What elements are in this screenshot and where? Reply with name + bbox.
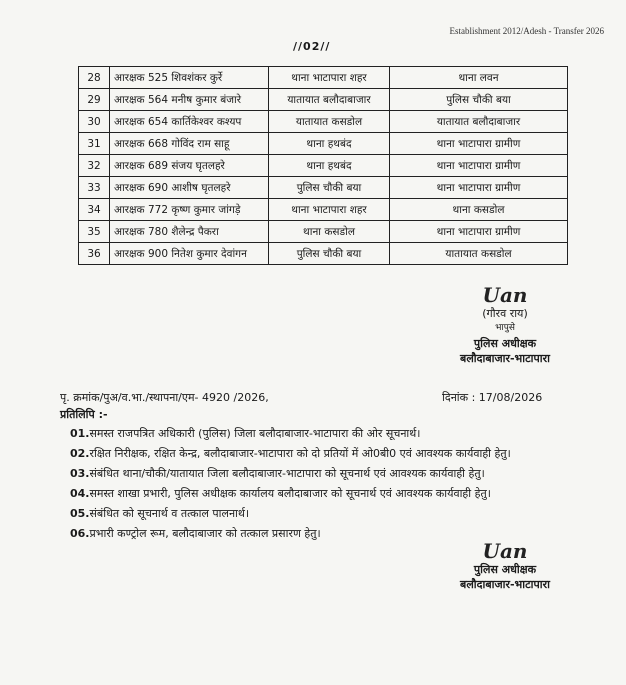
signatory-designation: पुलिस अधीक्षक: [473, 337, 537, 350]
name-cell: आरक्षक 654 कार्तिकेश्वर कश्यप: [110, 111, 269, 133]
to-cell: पुलिस चौकी बया: [390, 89, 568, 111]
pratilipi-label: प्रतिलिपि :-: [60, 408, 108, 421]
serial-cell: 33: [79, 177, 110, 199]
signature-mark: Uan: [482, 539, 528, 563]
table-row: [79, 67, 568, 89]
signature-block-bottom: [440, 540, 570, 592]
table-row: [79, 177, 568, 199]
serial-cell: 34: [79, 199, 110, 221]
signatory-designation: पुलिस अधीक्षक: [473, 563, 537, 576]
from-cell: थाना हथबंद: [269, 155, 390, 177]
from-cell: थाना हथबंद: [269, 133, 390, 155]
from-cell: थाना भाटापारा शहर: [269, 67, 390, 89]
from-cell: पुलिस चौकी बया: [269, 243, 390, 265]
table-row: [79, 199, 568, 221]
name-cell: आरक्षक 780 शैलेन्द्र पैकरा: [110, 221, 269, 243]
table-row: [79, 133, 568, 155]
serial-cell: 30: [79, 111, 110, 133]
table-row: [79, 243, 568, 265]
from-cell: पुलिस चौकी बया: [269, 177, 390, 199]
from-cell: यातायात कसडोल: [269, 111, 390, 133]
serial-cell: 28: [79, 67, 110, 89]
name-cell: आरक्षक 900 नितेश कुमार देवांगन: [110, 243, 269, 265]
signatory-name: (गौरव राय): [482, 307, 528, 320]
signature-mark: Uan: [482, 283, 528, 307]
serial-cell: 35: [79, 221, 110, 243]
signatory-district: बलौदाबाजार-भाटापारा: [460, 352, 550, 365]
name-cell: आरक्षक 690 आशीष घृतलहरे: [110, 177, 269, 199]
serial-cell: 32: [79, 155, 110, 177]
to-cell: यातायात बलौदाबाजार: [390, 111, 568, 133]
from-cell: यातायात बलौदाबाजार: [269, 89, 390, 111]
list-item: 03.संबंधित थाना/चौकी/यातायात जिला बलौदाबाजार-भाटापारा को सूचनार्थ एवं आवश्यक कार्यवाही हेतु।: [70, 467, 485, 480]
list-item: 06.प्रभारी कण्ट्रोल रूम, बलौदाबाजार को तत्काल प्रसारण हेतु।: [70, 527, 321, 540]
from-cell: थाना भाटापारा शहर: [269, 199, 390, 221]
list-item: 01.समस्त राजपत्रित अधिकारी (पुलिस) जिला बलौदाबाजार-भाटापारा की ओर सूचनार्थ।: [70, 427, 421, 440]
to-cell: थाना भाटापारा ग्रामीण: [390, 155, 568, 177]
table-row: [79, 221, 568, 243]
list-item: 05.संबंधित को सूचनार्थ व तत्काल पालनार्थ।: [70, 507, 250, 520]
to-cell: थाना कसडोल: [390, 199, 568, 221]
signature-block-top: [440, 284, 570, 366]
reference-date: दिनांक : 17/08/2026: [442, 391, 543, 404]
establishment-header: Establishment 2012/Adesh - Transfer 2026: [449, 26, 604, 36]
table-row: [79, 111, 568, 133]
name-cell: आरक्षक 525 शिवशंकर कुर्रे: [110, 67, 269, 89]
name-cell: आरक्षक 564 मनीष कुमार बंजारे: [110, 89, 269, 111]
name-cell: आरक्षक 772 कृष्ण कुमार जांगड़े: [110, 199, 269, 221]
to-cell: यातायात कसडोल: [390, 243, 568, 265]
transfer-table: [78, 66, 568, 265]
table-row: [79, 155, 568, 177]
list-item: 04.समस्त शाखा प्रभारी, पुलिस अधीक्षक कार्यालय बलौदाबाजार को सूचनार्थ एवं आवश्यक कार्यवाही हेतु।: [70, 487, 491, 500]
serial-cell: 36: [79, 243, 110, 265]
reference-number: पृ. क्रमांक/पुअ/व.भा./स्थापना/एम- 4920 /2026,: [60, 391, 269, 404]
copy-list: [70, 424, 511, 544]
page-number: //02//: [293, 40, 331, 53]
signatory-district: बलौदाबाजार-भाटापारा: [460, 578, 550, 591]
name-cell: आरक्षक 689 संजय घृतलहरे: [110, 155, 269, 177]
serial-cell: 29: [79, 89, 110, 111]
table-row: [79, 89, 568, 111]
signatory-service: भापुसे: [495, 323, 515, 333]
to-cell: थाना लवन: [390, 67, 568, 89]
from-cell: थाना कसडोल: [269, 221, 390, 243]
name-cell: आरक्षक 668 गोविंद राम साहू: [110, 133, 269, 155]
to-cell: थाना भाटापारा ग्रामीण: [390, 221, 568, 243]
to-cell: थाना भाटापारा ग्रामीण: [390, 177, 568, 199]
serial-cell: 31: [79, 133, 110, 155]
to-cell: थाना भाटापारा ग्रामीण: [390, 133, 568, 155]
list-item: 02.रक्षित निरीक्षक, रक्षित केन्द्र, बलौदाबाजार-भाटापारा को दो प्रतियों में ओ0बी0 एवं आवश्यक कार्यवाही हेतु।: [70, 447, 511, 460]
